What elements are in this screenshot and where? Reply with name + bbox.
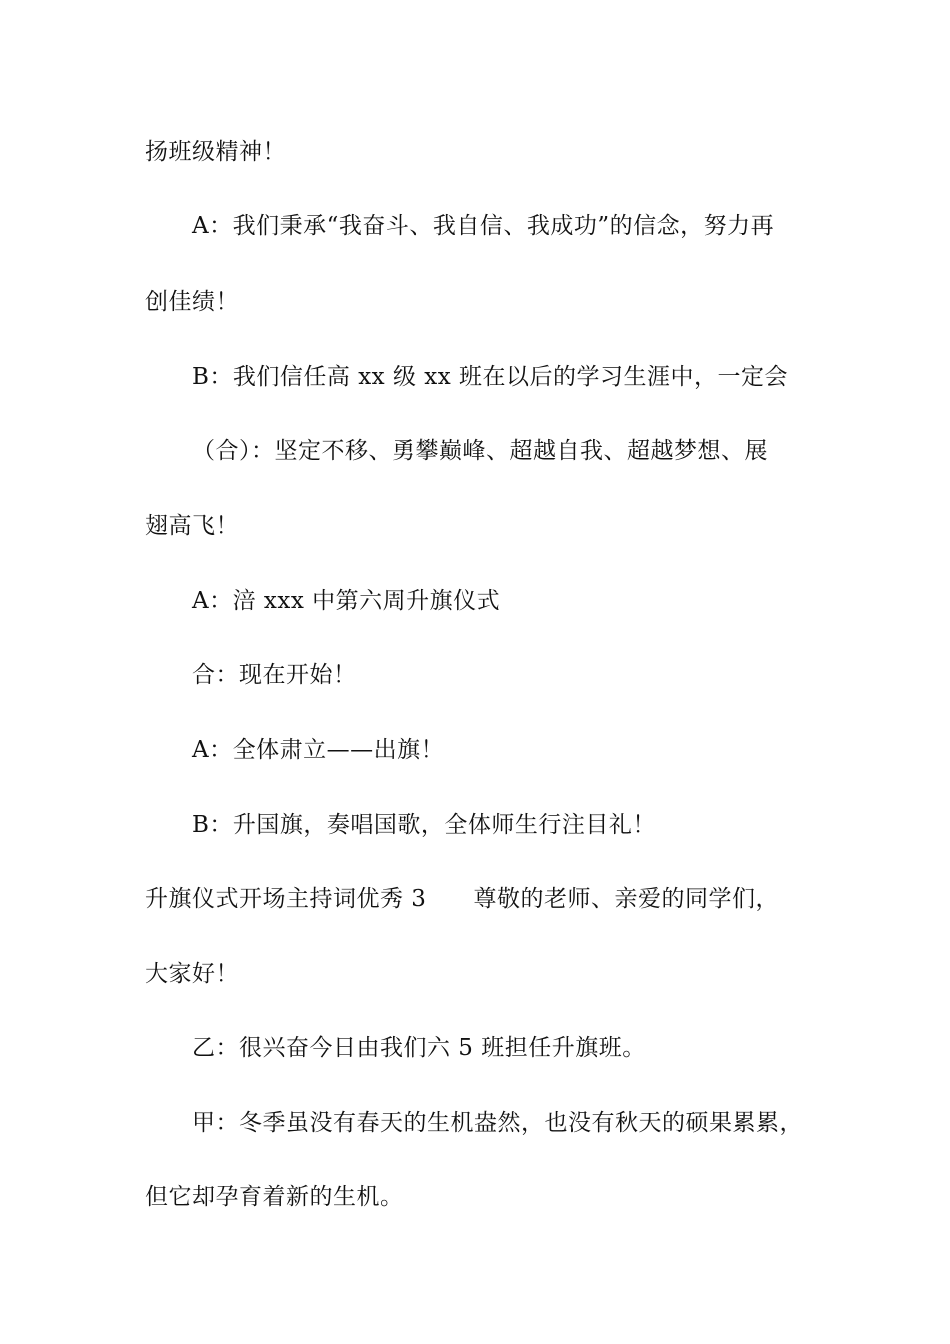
text-line-14: 甲：冬季虽没有春天的生机盎然，也没有秋天的硕果累累， [192, 1110, 803, 1136]
text-line-8: 合：现在开始！ [192, 662, 357, 688]
text-line-13: 乙：很兴奋今日由我们六 5 班担任升旗班。 [192, 1035, 646, 1061]
text-line-11: 升旗仪式开场主持词优秀 3 尊敬的老师、亲爱的同学们， [145, 886, 779, 912]
text-line-1: 扬班级精神！ [145, 139, 286, 165]
text-line-2: A：我们秉承“我奋斗、我自信、我成功”的信念，努力再 [192, 213, 775, 239]
text-line-7: A：涪 xxx 中第六周升旗仪式 [192, 588, 501, 614]
text-line-10: B：升国旗，奏唱国歌，全体师生行注目礼！ [192, 812, 656, 838]
text-line-5: （合）：坚定不移、勇攀巅峰、超越自我、超越梦想、展 [192, 438, 768, 464]
text-line-3: 创佳绩！ [145, 289, 239, 315]
text-line-9: A：全体肃立——出旗！ [192, 737, 445, 763]
text-line-4: B：我们信任高 xx 级 xx 班在以后的学习生涯中，一定会 [192, 364, 789, 390]
text-line-6: 翅高飞！ [145, 513, 239, 539]
text-line-12: 大家好！ [145, 961, 239, 987]
text-line-15: 但它却孕育着新的生机。 [145, 1184, 404, 1210]
